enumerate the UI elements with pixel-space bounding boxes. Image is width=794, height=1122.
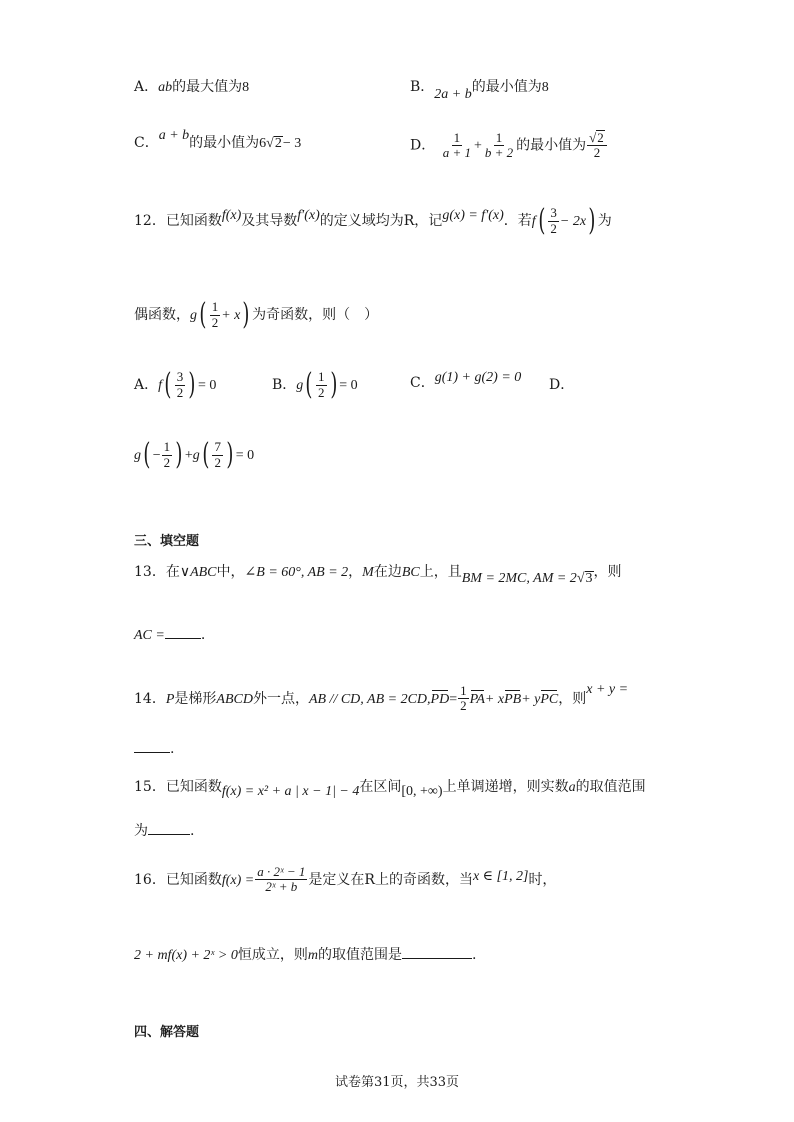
math-expression: [0, +∞) (401, 784, 443, 799)
option-label: D． (549, 377, 575, 393)
stem-text: 在边 (373, 564, 402, 580)
q11-option-b (410, 79, 549, 102)
fraction-denominator: b + 2 (484, 144, 514, 160)
q13-stem: 13．在∨ABC中，∠B = 60°, AB = 2，M在边BC上，且BM = 2MC, AM = 2√3，则 (134, 564, 622, 586)
math-expression: AB // CD, AB = 2CD, (308, 691, 431, 707)
stem-text: . (471, 947, 477, 963)
math-value: − 3 (282, 136, 302, 151)
answer-blank[interactable] (134, 740, 170, 753)
stem-text: ，则 (593, 564, 622, 580)
option-label: B． (272, 377, 297, 393)
fraction-numerator: 3 (176, 369, 184, 385)
stem-text: 为 (134, 823, 148, 839)
math-expression: − 2x (559, 214, 587, 229)
stem-text: 已知函数 (165, 779, 222, 795)
stem-text: 偶函数， (134, 307, 190, 323)
stem-text: 的定义域均为R，记 (319, 213, 443, 229)
option-label: B． (410, 79, 435, 95)
q11-option-c: C．a + b的最小值为6√2− 3 (134, 128, 302, 151)
fraction-denominator: 2ˣ + b (265, 879, 298, 895)
math-expression: 2 + mf(x) + 2ˣ > 0 (134, 948, 238, 963)
math-expression: f(x) = (221, 872, 255, 888)
q12-option-a: A．f( $\frac{3}{2}$ ) = 0 (134, 367, 217, 402)
math-expression: = (449, 691, 458, 707)
math-expression: x + y = (586, 681, 629, 697)
q12-stem-line1: 12．已知函数f(x)及其导数f′(x)的定义域均为R，记g(x) = f′(x)．若f( $\frac{3}{2}$ − 2x) 为 (134, 203, 612, 238)
radicand: 2 (274, 136, 282, 151)
option-label: C． (134, 135, 159, 151)
radicand: 3 (585, 571, 593, 586)
math-expression: M (362, 565, 374, 580)
math-expression: + x (221, 308, 241, 323)
math-expression: g(1) + g(2) = 0 (434, 370, 522, 385)
option-text: 的最小值为 (189, 135, 260, 151)
stem-text: 为奇函数，则（ ） (252, 307, 379, 323)
math-expression: = 0 (235, 448, 255, 463)
q12-option-d-label (549, 378, 574, 392)
vector: PC (540, 691, 559, 707)
math-expression: ∨ABC (179, 565, 217, 580)
stem-text: 中， (216, 564, 245, 580)
option-label: A． (134, 377, 159, 393)
stem-text: 是定义在R上的奇函数，当 (308, 871, 473, 888)
math-expression: g(x) = f′(x) (442, 208, 504, 223)
math-expression: a + b (158, 128, 190, 143)
stem-text: ，则 (558, 690, 587, 707)
section-title: 三、填空题 (134, 534, 200, 549)
fraction-denominator: 2 (550, 220, 557, 236)
math-expression: + y (521, 691, 541, 707)
math-expression: = 0 (339, 378, 358, 393)
vector: PB (504, 691, 522, 707)
stem-text: 的取值范围 (575, 779, 646, 795)
stem-text: 是梯形 (174, 690, 217, 707)
section-title: 四、解答题 (134, 1025, 200, 1040)
stem-text: . (170, 741, 175, 757)
fraction-numerator: 1 (211, 299, 219, 315)
math-expression: = 0 (197, 378, 217, 393)
math-value: 8 (541, 80, 549, 95)
option-label: C． (410, 375, 435, 391)
question-number: 12． (134, 213, 166, 229)
vector: PA (469, 691, 485, 707)
stem-text: 恒成立，则 (237, 947, 308, 963)
stem-text: . (190, 823, 195, 839)
answer-blank[interactable] (402, 946, 472, 959)
q15-stem (134, 779, 646, 799)
math-expression: m (307, 948, 318, 963)
question-number: 16． (134, 871, 166, 888)
math-expression: f(x) (221, 208, 242, 223)
question-number: 13． (134, 564, 166, 580)
math-expression: f′(x) (297, 208, 320, 223)
fraction-denominator: 2 (176, 384, 184, 400)
question-number: 14． (134, 690, 166, 707)
fraction-numerator: 1 (163, 439, 171, 455)
page-footer: 试卷第31页，共33页 (334, 1075, 460, 1090)
stem-text: 为 (597, 213, 612, 229)
q12-option-d: g( − $\frac{1}{2}$ ) +g( $\frac{7}{2}$ ) = 0 (134, 437, 255, 472)
math-expression: 2a + b (434, 87, 472, 102)
stem-text: 及其导数 (241, 213, 298, 229)
fraction-denominator: 2 (593, 145, 601, 161)
q16-stem-line2 (134, 946, 476, 963)
stem-text: 上，且 (419, 564, 462, 580)
answer-blank[interactable] (148, 822, 190, 835)
option-text: 的最大值为 (172, 79, 243, 95)
math-expression: ABCD (216, 691, 253, 707)
math-expression: P (165, 691, 175, 707)
answer-blank[interactable] (165, 626, 201, 639)
vector: PD (430, 691, 450, 707)
math-expression: a (568, 780, 576, 795)
option-label: A． (134, 79, 159, 95)
fraction-numerator: 7 (214, 439, 221, 455)
fraction-denominator: 2 (460, 698, 467, 714)
math-expression: BC (401, 565, 420, 580)
math-expression: ab (158, 80, 173, 95)
q16-stem (134, 865, 556, 895)
stem-text: 已知函数 (165, 871, 222, 888)
q12-stem-line2: 偶函数，g( $\frac{1}{2}$ + x) 为奇函数，则（ ） (134, 297, 379, 332)
math-expression: ∠B = 60°, AB = 2 (244, 565, 349, 580)
stem-text: ， (348, 564, 363, 580)
stem-text: 已知函数 (165, 213, 222, 229)
fraction-numerator: 1 (495, 129, 503, 145)
math-value: 8 (242, 80, 250, 95)
fraction-denominator: a + 1 (442, 144, 471, 160)
option-text: 的最小值为 (471, 79, 542, 95)
q14-answer-line (134, 740, 174, 756)
option-label: D． (410, 137, 436, 154)
question-number: 15． (134, 779, 166, 795)
fraction-numerator: a · 2ˣ − 1 (257, 864, 306, 879)
fraction-denominator: 2 (163, 454, 171, 470)
option-text: 的最小值为 (516, 137, 587, 154)
stem-text: 在 (165, 564, 180, 580)
q14-stem (134, 681, 629, 714)
stem-text: 的取值范围是 (317, 947, 402, 963)
math-expression: x ∈ [1, 2] (472, 868, 529, 884)
q12-option-c (410, 370, 522, 391)
math-expression: + x (484, 691, 505, 707)
stem-text: . (200, 627, 206, 643)
stem-text: 上单调递增，则实数 (442, 779, 569, 795)
stem-text: 在区间 (359, 779, 402, 795)
q15-answer-line (134, 822, 194, 838)
stem-text: ．若 (503, 213, 532, 229)
fraction-denominator: 2 (211, 314, 219, 330)
math-expression: BM = 2MC, AM = 2 (461, 571, 577, 586)
math-value: 6 (259, 136, 267, 151)
fraction-numerator: 1 (318, 369, 325, 385)
fraction-numerator: 3 (550, 205, 557, 221)
fraction-denominator: 2 (214, 454, 221, 470)
q11-option-d: D． $\frac{1}{a + 1}$ + $\frac{1}{b + 2}$ 的最小值为 $\frac{√2}{2}$ (410, 130, 608, 161)
fraction-numerator: 1 (460, 683, 467, 698)
q12-option-b: B．g( $\frac{1}{2}$ ) = 0 (272, 367, 358, 402)
fraction-denominator: 2 (318, 384, 325, 400)
math-expression: f(x) = x² + a | x − 1| − 4 (221, 784, 360, 799)
math-expression: AC = (134, 628, 165, 643)
q11-option-a (134, 80, 249, 95)
q13-answer-line (134, 626, 205, 643)
stem-text: 时， (528, 871, 557, 888)
stem-text: 外一点， (252, 690, 309, 707)
radicand: 2 (597, 130, 604, 145)
fraction-numerator: 1 (453, 129, 461, 145)
